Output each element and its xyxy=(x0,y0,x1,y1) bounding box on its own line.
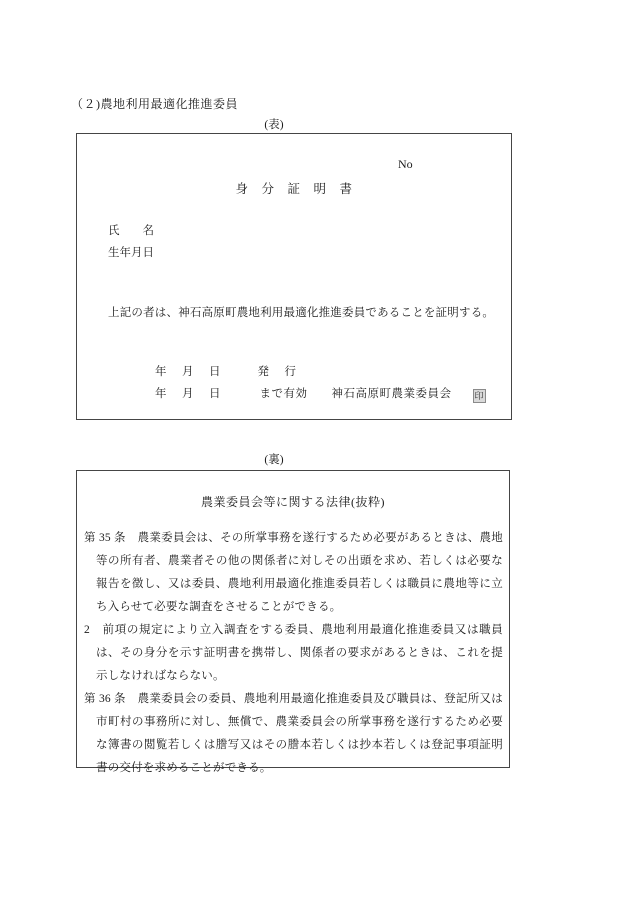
law-excerpt xyxy=(84,527,503,780)
issue-label: 発 行 xyxy=(257,366,298,378)
issue-date-blanks: 年 月 日 xyxy=(155,366,223,378)
id-card-front xyxy=(76,133,512,420)
issuer-name: 神石高原町農業委員会 xyxy=(331,388,452,400)
law-paragraph-article-35: 第 35 条 農業委員会は、その所掌事務を遂行するため必要があるときは、農地等の所有者、農業者その他の関係者に対しその出頭を求め、若しくは必要な報告を徴し、又は委員、農地利用最適化推進委員若しくは職員に農地等に立ち入らせて必要な調査をさせることができる。 xyxy=(84,532,503,613)
no-label: No xyxy=(398,157,413,171)
valid-until-label: まで有効 xyxy=(259,388,308,400)
certification-text: 上記の者は、神石高原町農地利用最適化推進委員であることを証明する。 xyxy=(108,307,495,319)
valid-until-row xyxy=(155,385,486,403)
law-paragraph-article-36: 第 36 条 農業委員会の委員、農地利用最適化推進委員及び職員は、登記所又は市町村の事務所に対し、無償で、農業委員会の所掌事務を遂行するため必要な簿書の閲覧若しくは謄写又はその謄本若しくは抄本若しくは登記事項証明書の交付を求めることができる。 xyxy=(84,693,503,774)
back-side-label: (裏) xyxy=(264,454,284,466)
id-card-back xyxy=(76,470,510,774)
birthdate-field-label: 生年月日 xyxy=(108,247,154,259)
seal-placeholder-icon: 印 xyxy=(474,391,484,401)
section-heading: （２)農地利用最適化推進委員 xyxy=(71,97,238,111)
law-paragraph-article-35-2: 2 前項の規定により立入調査をする委員、農地利用最適化推進委員又は職員は、その身分を示す証明書を携帯し、関係者の要求があるときは、これを提示しなければならない。 xyxy=(84,624,503,682)
law-title: 農業委員会等に関する法律(抜粋) xyxy=(201,495,385,509)
card-title: 身 分 証 明 書 xyxy=(235,182,353,196)
front-side-label: (表) xyxy=(264,119,284,131)
issue-date-row xyxy=(155,363,298,379)
valid-date-blanks: 年 月 日 xyxy=(155,388,223,400)
name-field-label: 氏 名 xyxy=(108,225,154,237)
